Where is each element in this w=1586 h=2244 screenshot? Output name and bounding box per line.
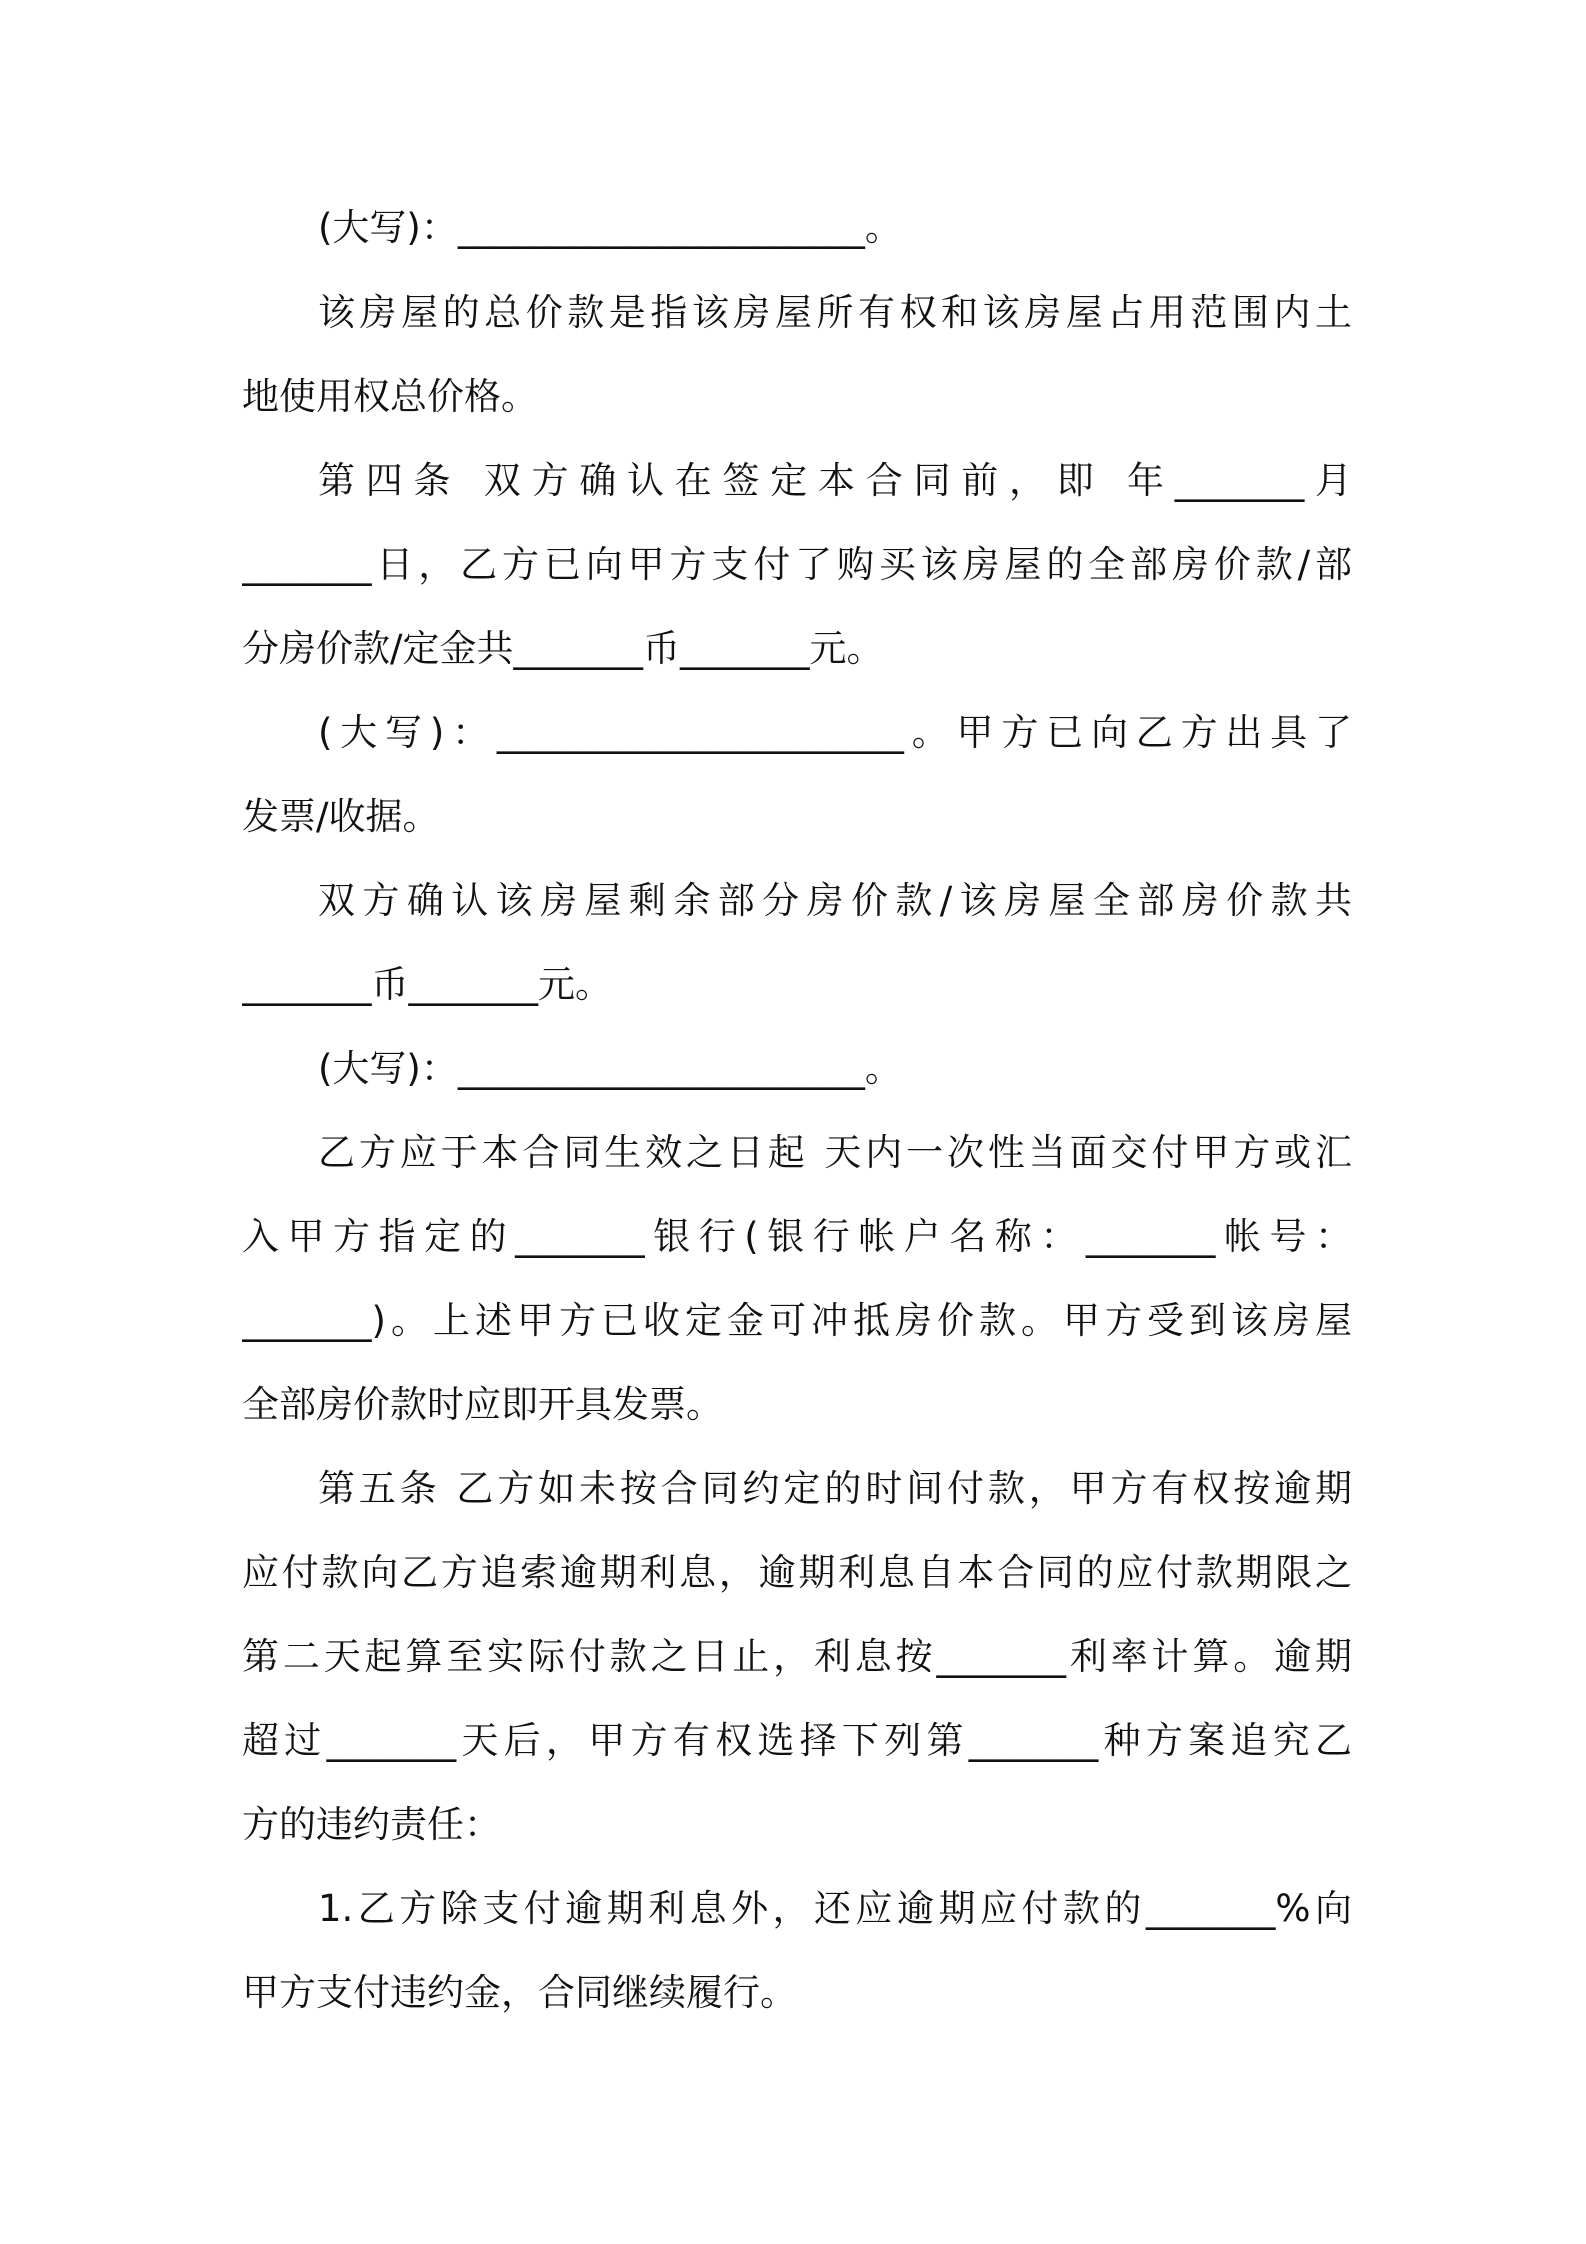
text-line-total-price-definition-cont: 地使用权总价格。 (242, 375, 538, 418)
text-line-article-five-cont-4: 方的违约责任： (242, 1803, 501, 1846)
text-line-invoice-issue: 全部房价款时应即开具发票。 (242, 1383, 723, 1426)
text-line-deposit-offset: _______)。上述甲方已收定金可冲抵房价款。甲方受到该房屋 (242, 1299, 1352, 1342)
text-line-total-price-definition: 该房屋的总价款是指该房屋所有权和该房屋占用范围内土 (318, 291, 1352, 334)
text-line-uppercase-amount-3: (大写)：______________________。 (318, 1047, 902, 1090)
text-line-remaining-price: 双方确认该房屋剩余部分房价款/该房屋全部房价款共 (318, 879, 1352, 922)
text-line-uppercase-amount-2: (大写)：______________________。甲方已向乙方出具了 (318, 711, 1352, 754)
text-line-bank-account: 入甲方指定的_______银行(银行帐户名称：_______帐号： (242, 1215, 1352, 1258)
text-line-uppercase-amount-1: (大写)：______________________。 (318, 206, 902, 249)
text-line-invoice-receipt: 发票/收据。 (242, 795, 440, 838)
text-line-article-five-cont-2: 第二天起算至实际付款之日止，利息按_______利率计算。逾期 (242, 1635, 1352, 1678)
text-line-remaining-price-amount: _______币_______元。 (242, 963, 612, 1006)
text-line-article-five: 第五条 乙方如未按合同约定的时间付款，甲方有权按逾期 (318, 1467, 1352, 1510)
text-line-article-five-cont-3: 超过_______天后，甲方有权选择下列第_______种方案追究乙 (242, 1719, 1352, 1762)
text-line-article-four-cont-1: _______日，乙方已向甲方支付了购买该房屋的全部房价款/部 (242, 543, 1352, 586)
text-line-article-five-cont-1: 应付款向乙方追索逾期利息，逾期利息自本合同的应付款期限之 (242, 1551, 1352, 1594)
text-line-option-one-cont: 甲方支付违约金，合同继续履行。 (242, 1971, 797, 2014)
text-line-payment-terms: 乙方应于本合同生效之日起 天内一次性当面交付甲方或汇 (318, 1131, 1352, 1174)
text-line-article-four-cont-2: 分房价款/定金共_______币_______元。 (242, 627, 884, 670)
text-line-option-one: 1.乙方除支付逾期利息外，还应逾期应付款的_______%向 (318, 1887, 1352, 1930)
text-line-article-four: 第四条 双方确认在签定本合同前，即 年_______月 (318, 459, 1352, 502)
